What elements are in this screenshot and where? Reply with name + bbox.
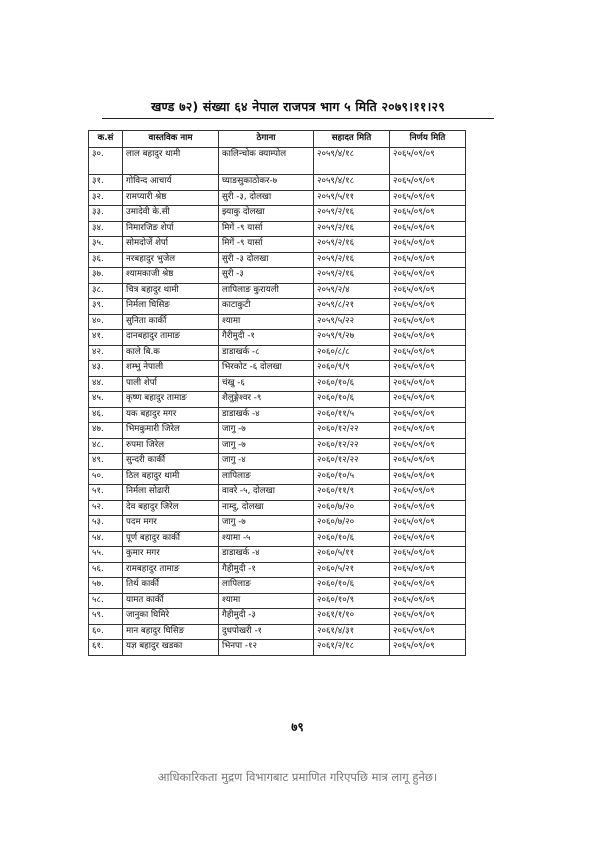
cell-name: तिर्थ कार्की <box>123 578 219 594</box>
cell-martyr-date: २०६०/५/२१ <box>314 562 390 578</box>
cell-decision-date: २०६५/०९/०९ <box>390 148 466 175</box>
cell-address: भिरकोट -६ दोलखा <box>219 361 314 377</box>
cell-serial: ५९. <box>89 609 123 625</box>
cell-serial: ५७. <box>89 578 123 594</box>
cell-address: झ्याकु दोलखा <box>219 206 314 222</box>
cell-martyr-date: २०६१/१/१० <box>314 609 390 625</box>
cell-martyr-date: २०६०/८/८ <box>314 345 390 361</box>
cell-martyr-date: २०६०/१२/२२ <box>314 423 390 439</box>
cell-decision-date: २०६५/०९/०९ <box>390 485 466 501</box>
cell-name: चित्र बहादुर थामी <box>123 283 219 299</box>
cell-serial: ५२. <box>89 500 123 516</box>
cell-name: कुमार मगर <box>123 547 219 563</box>
cell-name: गोविन्द आचार्य <box>123 175 219 191</box>
cell-name: यक बहादुर मगर <box>123 407 219 423</box>
cell-serial: ४३. <box>89 361 123 377</box>
cell-serial: ३९. <box>89 299 123 315</box>
table-row <box>89 330 466 346</box>
cell-martyr-date: २०५९/२/४ <box>314 283 390 299</box>
cell-serial: ३१. <box>89 175 123 191</box>
page-number: ७९ <box>291 720 304 734</box>
cell-martyr-date: २०६०/१०/६ <box>314 578 390 594</box>
cell-decision-date: २०६५/०९/०९ <box>390 283 466 299</box>
table-row <box>89 423 466 439</box>
cell-address: जागु -७ <box>219 438 314 454</box>
cell-decision-date: २०६५/०९/०९ <box>390 392 466 408</box>
cell-serial: ५८. <box>89 593 123 609</box>
cell-address: सुरी -३ <box>219 268 314 284</box>
column-header-martyr-date: सहादत मिति <box>314 131 390 148</box>
cell-decision-date: २०६५/०९/०९ <box>390 640 466 656</box>
cell-serial: ४०. <box>89 314 123 330</box>
cell-address: दुधपोखरी -१ <box>219 624 314 640</box>
cell-address: श्यामा <box>219 314 314 330</box>
cell-name: निर्मला घिसिङ <box>123 299 219 315</box>
cell-name: दानबहादुर तामाङ <box>123 330 219 346</box>
cell-name: रामप्यारी श्रेष्ठ <box>123 190 219 206</box>
table-row <box>89 299 466 315</box>
cell-serial: ४७. <box>89 423 123 439</box>
cell-name: मान बहादुर घिसिङ <box>123 624 219 640</box>
table-row <box>89 252 466 268</box>
cell-decision-date: २०६५/०९/०९ <box>390 268 466 284</box>
cell-address: वावरे -५, दोलखा <box>219 485 314 501</box>
column-header-serial: क.सं <box>89 131 123 148</box>
table-row <box>89 485 466 501</box>
cell-address: भिनपा -१२ <box>219 640 314 656</box>
cell-address: जागु -७ <box>219 423 314 439</box>
cell-decision-date: २०६५/०९/०९ <box>390 314 466 330</box>
cell-address: मिगें -९ यार्सा <box>219 221 314 237</box>
cell-address: लापिलाङ कुरायली <box>219 283 314 299</box>
cell-address: डाडाखर्क -४ <box>219 547 314 563</box>
table-row <box>89 578 466 594</box>
cell-serial: ३५. <box>89 237 123 253</box>
cell-name: ठिल बहादुर थामी <box>123 469 219 485</box>
table-header-row <box>89 131 466 148</box>
cell-address: जागु -७ <box>219 516 314 532</box>
cell-martyr-date: २०६०/११/५ <box>314 407 390 423</box>
cell-decision-date: २०६५/०९/०९ <box>390 175 466 191</box>
cell-martyr-date: २०६०/११/९ <box>314 485 390 501</box>
cell-serial: ३३. <box>89 206 123 222</box>
cell-martyr-date: २०५९/२/१६ <box>314 237 390 253</box>
cell-name: श्यामकाजी श्रेष्ठ <box>123 268 219 284</box>
cell-address: श्यामा -५ <box>219 531 314 547</box>
cell-serial: ४८. <box>89 438 123 454</box>
cell-martyr-date: २०६०/१२/२२ <box>314 454 390 470</box>
table-row <box>89 376 466 392</box>
cell-decision-date: २०६५/०९/०९ <box>390 407 466 423</box>
column-header-address: ठेगाना <box>219 131 314 148</box>
cell-decision-date: २०६५/०९/०९ <box>390 330 466 346</box>
table-row <box>89 190 466 206</box>
cell-martyr-date: २०६१/२/१८ <box>314 640 390 656</box>
cell-decision-date: २०६५/०९/०९ <box>390 345 466 361</box>
table-row <box>89 283 466 299</box>
cell-decision-date: २०६५/०९/०९ <box>390 500 466 516</box>
cell-name: सोमदोर्जे शेर्पा <box>123 237 219 253</box>
cell-martyr-date: २०५९/४/१८ <box>314 148 390 175</box>
cell-martyr-date: २०५९/२/१६ <box>314 268 390 284</box>
cell-martyr-date: २०६०/५/११ <box>314 547 390 563</box>
cell-martyr-date: २०६०/१०/६ <box>314 392 390 408</box>
table-row <box>89 407 466 423</box>
cell-martyr-date: २०६०/१२/२२ <box>314 438 390 454</box>
cell-name: निमारजिङ शेर्पा <box>123 221 219 237</box>
cell-decision-date: २०६५/०९/०९ <box>390 190 466 206</box>
table-row <box>89 438 466 454</box>
cell-decision-date: २०६५/०९/०९ <box>390 531 466 547</box>
records-table <box>88 130 466 656</box>
cell-address: गैरीमुदी -१ <box>219 330 314 346</box>
cell-decision-date: २०६५/०९/०९ <box>390 624 466 640</box>
cell-serial: ३०. <box>89 148 123 175</box>
cell-decision-date: २०६५/०९/०९ <box>390 438 466 454</box>
table-row <box>89 593 466 609</box>
cell-martyr-date: २०६०/१०/५ <box>314 469 390 485</box>
cell-decision-date: २०६५/०९/०९ <box>390 376 466 392</box>
cell-address: लापिलाङ <box>219 469 314 485</box>
cell-name: यामत कार्की <box>123 593 219 609</box>
cell-address: गैहीमुदी -३ <box>219 609 314 625</box>
cell-address: जागु -४ <box>219 454 314 470</box>
cell-serial: ५४. <box>89 531 123 547</box>
cell-decision-date: २०६५/०९/०९ <box>390 547 466 563</box>
cell-name: पदम मगर <box>123 516 219 532</box>
cell-name: कृष्ण बहादुर तामाङ <box>123 392 219 408</box>
table-row <box>89 345 466 361</box>
cell-decision-date: २०६५/०९/०९ <box>390 469 466 485</box>
cell-serial: ५१. <box>89 485 123 501</box>
cell-name: सुनिता कार्की <box>123 314 219 330</box>
cell-address: सुरी -३, दोलखा <box>219 190 314 206</box>
cell-martyr-date: २०६०/७/२० <box>314 516 390 532</box>
column-header-name: वास्तविक नाम <box>123 131 219 148</box>
cell-serial: ३४. <box>89 221 123 237</box>
cell-name: भिमकुमारी जिरेल <box>123 423 219 439</box>
table-row <box>89 562 466 578</box>
table-body <box>89 148 466 656</box>
table-row <box>89 175 466 191</box>
cell-address: काटाकुटी <box>219 299 314 315</box>
cell-serial: ५६. <box>89 562 123 578</box>
cell-name: रामबहादुर तामाङ <box>123 562 219 578</box>
cell-martyr-date: २०५९/२/१६ <box>314 221 390 237</box>
cell-decision-date: २०६५/०९/०९ <box>390 562 466 578</box>
cell-serial: ३६. <box>89 252 123 268</box>
cell-name: काले बि.क <box>123 345 219 361</box>
cell-decision-date: २०६५/०९/०९ <box>390 252 466 268</box>
cell-martyr-date: २०६१/४/३१ <box>314 624 390 640</box>
cell-serial: ४२. <box>89 345 123 361</box>
table-row <box>89 148 466 175</box>
cell-name: निर्मला सोढारी <box>123 485 219 501</box>
cell-martyr-date: २०६०/१०/९ <box>314 593 390 609</box>
cell-serial: ४१. <box>89 330 123 346</box>
table-row <box>89 469 466 485</box>
cell-serial: ३८. <box>89 283 123 299</box>
cell-martyr-date: २०५९/४/१८ <box>314 175 390 191</box>
table-row <box>89 392 466 408</box>
cell-serial: ४५. <box>89 392 123 408</box>
cell-martyr-date: २०६०/१०/६ <box>314 531 390 547</box>
cell-serial: ३२. <box>89 190 123 206</box>
table-row <box>89 547 466 563</box>
cell-serial: ६१. <box>89 640 123 656</box>
cell-serial: ४४. <box>89 376 123 392</box>
cell-martyr-date: २०६०/७/२० <box>314 500 390 516</box>
cell-serial: ५०. <box>89 469 123 485</box>
cell-address: घ्याङसुकाठोकर-७ <box>219 175 314 191</box>
cell-serial: ५५. <box>89 547 123 563</box>
table-row <box>89 609 466 625</box>
cell-martyr-date: २०५९/२/१६ <box>314 252 390 268</box>
cell-martyr-date: २०५९/९/२७ <box>314 330 390 346</box>
cell-decision-date: २०६५/०९/०९ <box>390 237 466 253</box>
table-row <box>89 624 466 640</box>
cell-address: श्यामा <box>219 593 314 609</box>
cell-decision-date: २०६५/०९/०९ <box>390 516 466 532</box>
table-row <box>89 531 466 547</box>
cell-martyr-date: २०५९/५/११ <box>314 190 390 206</box>
cell-name: शम्भु नेपाली <box>123 361 219 377</box>
cell-decision-date: २०६५/०९/०९ <box>390 578 466 594</box>
table-row <box>89 454 466 470</box>
cell-address: मिगें -९ यार्सा <box>219 237 314 253</box>
cell-decision-date: २०६५/०९/०९ <box>390 609 466 625</box>
cell-serial: ६०. <box>89 624 123 640</box>
cell-martyr-date: २०५९/५/२२ <box>314 314 390 330</box>
gazette-header: खण्ड ७२) संख्या ६४ नेपाल राजपत्र भाग ५ मिति २०७९।११।२९ <box>102 98 494 119</box>
cell-address: शैलुङ्गेश्वर -९ <box>219 392 314 408</box>
table-row <box>89 206 466 222</box>
cell-address: डाडाखर्क -८ <box>219 345 314 361</box>
footer-note: आधिकारिकता मुद्रण विभागबाट प्रमाणित गरिएपछि मात्र लागू हुनेछ। <box>157 770 438 784</box>
cell-decision-date: २०६५/०९/०९ <box>390 593 466 609</box>
cell-decision-date: २०६५/०९/०९ <box>390 361 466 377</box>
cell-name: रुपमा जिरेल <box>123 438 219 454</box>
cell-martyr-date: २०६०/९/९ <box>314 361 390 377</box>
cell-name: उमादेवी के.सी <box>123 206 219 222</box>
cell-address: नाम्दु, दोलखा <box>219 500 314 516</box>
cell-serial: ४६. <box>89 407 123 423</box>
table-row <box>89 237 466 253</box>
cell-name: लाल बहादुर थामी <box>123 148 219 175</box>
cell-decision-date: २०६५/०९/०९ <box>390 423 466 439</box>
cell-address: डाडाखर्क -४ <box>219 407 314 423</box>
cell-decision-date: २०६५/०९/०९ <box>390 454 466 470</box>
cell-address: चंखु -६ <box>219 376 314 392</box>
cell-decision-date: २०६५/०९/०९ <box>390 299 466 315</box>
cell-serial: ४९. <box>89 454 123 470</box>
cell-name: देव बहादुर जिरेल <box>123 500 219 516</box>
table-row <box>89 516 466 532</box>
table-row <box>89 500 466 516</box>
column-header-decision-date: निर्णय मिति <box>390 131 466 148</box>
cell-decision-date: २०६५/०९/०९ <box>390 206 466 222</box>
cell-martyr-date: २०६०/१०/६ <box>314 376 390 392</box>
cell-name: नरबहादुर भुजेल <box>123 252 219 268</box>
cell-address: कालिन्चोक क्याम्पोल <box>219 148 314 175</box>
cell-name: जानुका घिमिरे <box>123 609 219 625</box>
cell-name: पूर्ण बहादुर कार्की <box>123 531 219 547</box>
cell-name: यज्ञ बहादुर खडका <box>123 640 219 656</box>
table-row <box>89 314 466 330</box>
cell-address: सुरी -३ दोलखा <box>219 252 314 268</box>
cell-serial: ३७. <box>89 268 123 284</box>
table-row <box>89 268 466 284</box>
cell-name: सुन्दरी कार्की <box>123 454 219 470</box>
cell-name: पाली शेर्पा <box>123 376 219 392</box>
cell-address: गैहीमुदी -१ <box>219 562 314 578</box>
table-row <box>89 640 466 656</box>
table-row <box>89 221 466 237</box>
table-row <box>89 361 466 377</box>
cell-decision-date: २०६५/०९/०९ <box>390 221 466 237</box>
cell-serial: ५३. <box>89 516 123 532</box>
cell-martyr-date: २०५९/२/१६ <box>314 206 390 222</box>
cell-martyr-date: २०५९/८/२१ <box>314 299 390 315</box>
cell-address: लापिलाङ <box>219 578 314 594</box>
